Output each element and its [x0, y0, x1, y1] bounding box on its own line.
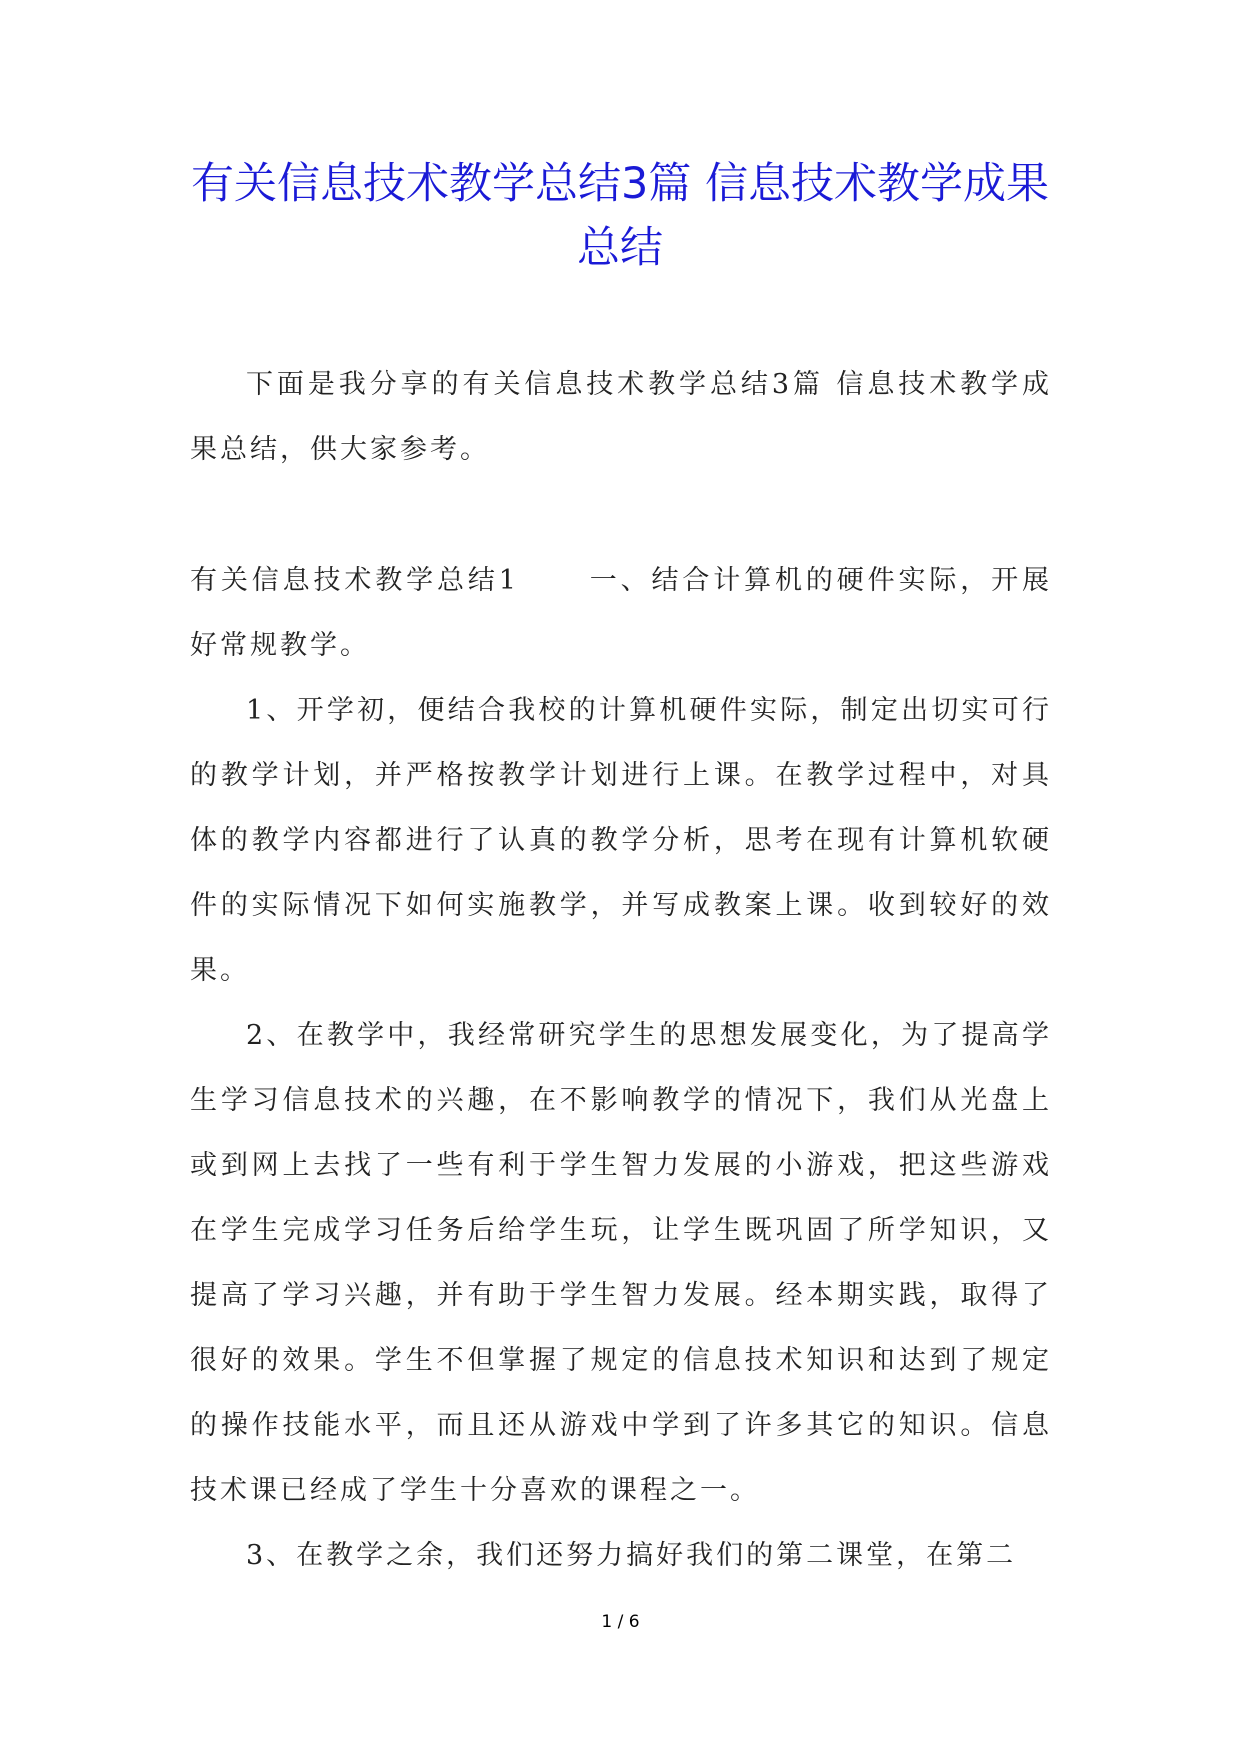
document-body — [190, 352, 1052, 1588]
paragraph-2: 2、在教学中，我经常研究学生的思想发展变化，为了提高学生学习信息技术的兴趣，在不影响教学的情况下，我们从光盘上或到网上去找了一些有利于学生智力发展的小游戏，把这些游戏在学生完成学习任务后给学生玩，让学生既巩固了所学知识，又提高了学习兴趣，并有助于学生智力发展。经本期实践，取得了很好的效果。学生不但掌握了规定的信息技术知识和达到了规定的操作技能水平，而且还从游戏中学到了许多其它的知识。信息技术课已经成了学生十分喜欢的课程之一。 — [190, 1020, 1052, 1506]
paragraph-3: 3、在教学之余，我们还努力搞好我们的第二课堂，在第二 — [246, 1540, 1017, 1571]
intro-paragraph: 下面是我分享的有关信息技术教学总结3篇 信息技术教学成果总结，供大家参考。 — [190, 369, 1052, 465]
section-heading: 有关信息技术教学总结1 — [190, 565, 519, 596]
section-first-paragraph — [190, 548, 1052, 678]
section-subheading: 一、结合计算机的硬件实际，开展好常规教学。 — [190, 565, 1052, 661]
document-title: 有关信息技术教学总结3篇 信息技术教学成果总结 — [190, 159, 1050, 273]
paragraph-1: 1、开学初，便结合我校的计算机硬件实际，制定出切实可行的教学计划，并严格按教学计划进行上课。在教学过程中，对具体的教学内容都进行了认真的教学分析，思考在现有计算机软硬件的实际情况下如何实施教学，并写成教案上课。收到较好的效果。 — [190, 695, 1052, 986]
page-number: 1 / 6 — [601, 1612, 640, 1632]
